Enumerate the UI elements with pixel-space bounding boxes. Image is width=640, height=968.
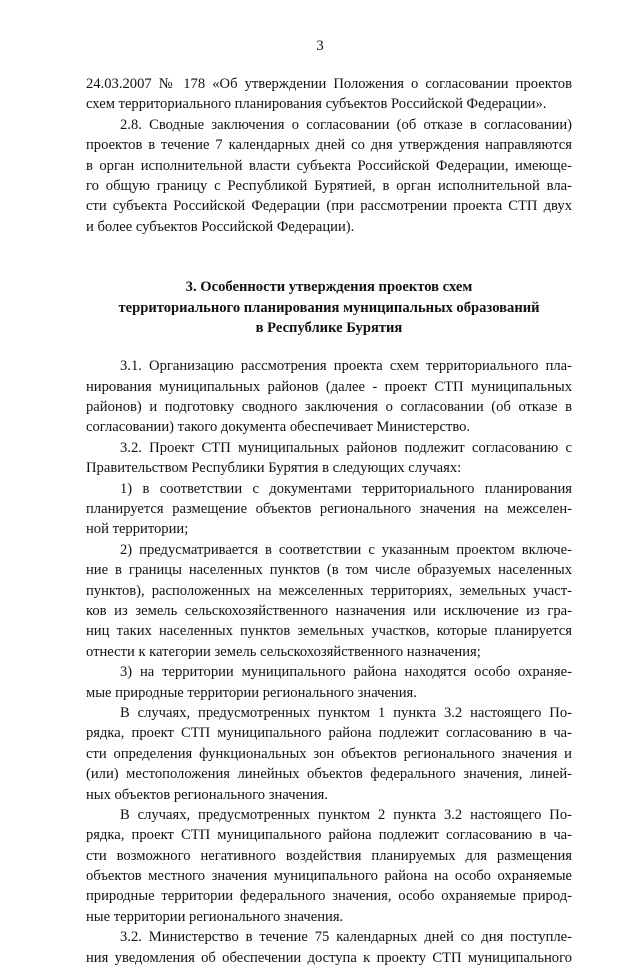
spacer [86, 338, 572, 356]
text-line: мые природные территории регионального значения. [86, 684, 417, 701]
text-line: в орган исполнительной власти субъекта Российской Федерации, имеюще- [86, 157, 572, 174]
text-line: 2.8. Сводные заключения о согласовании (об отказе в согласовании) [120, 116, 572, 133]
page-number: 3 [316, 38, 324, 54]
text-line: ния уведомления об обеспечении доступа к проекту СТП муниципального [86, 949, 572, 966]
text-line: объектов местного значения муниципального района на особо охраняемые [86, 868, 572, 885]
text-line: ных объектов регионального значения. [86, 786, 329, 803]
text-line: 3.2. Министерство в течение 75 календарных дней со дня поступле- [120, 929, 572, 946]
text-line: районов) и подготовку сводного заключения о согласовании (об отказе в [86, 399, 572, 416]
heading-line: в Республике Бурятия [255, 319, 403, 336]
text-line: согласовании) такого документа обеспечивает Министерство. [86, 419, 471, 436]
text-line: рядка, проект СТП муниципального района подлежит согласованию в ча- [86, 827, 572, 844]
text-line: 3.2. Проект СТП муниципальных районов подлежит согласованию с [120, 439, 572, 456]
text-line: отнести к категории земель сельскохозяйственного назначения; [86, 643, 481, 660]
text-line: ной территории; [86, 521, 189, 538]
heading-line: 3. Особенности утверждения проектов схем [185, 279, 473, 296]
heading-line: территориального планирования муниципальных образований [118, 299, 540, 316]
text-line: 1) в соответствии с документами территориального планирования [120, 480, 572, 497]
text-line: сти определения функциональных зон объектов регионального значения и [86, 745, 572, 762]
text-line: В случаях, предусмотренных пунктом 1 пункта 3.2 настоящего По- [120, 704, 572, 721]
text-line: сти возможного негативного воздействия планируемых для размещения [86, 847, 572, 864]
text-line: 24.03.2007 № 178 «Об утверждении Положения о согласовании проектов [86, 76, 572, 92]
text-line: проектов в течение 7 календарных дней со дня утверждения направляются [86, 137, 572, 154]
text-line: В случаях, предусмотренных пунктом 2 пункта 3.2 настоящего По- [120, 806, 572, 823]
text-line: сти субъекта Российской Федерации (при рассмотрении проекта СТП двух [86, 198, 572, 215]
text-line: (или) местоположения линейных объектов федерального значения, линей- [86, 766, 572, 783]
text-line: схем территориального планирования субъектов Российской Федерации». [86, 96, 547, 113]
text-line: ние в границы населенных пунктов (в том числе образуемых населенных [86, 562, 572, 579]
spacer [86, 237, 572, 277]
paragraph-block-main [86, 356, 572, 968]
text-line: пунктов), расположенных на межселенных территориях, земельных участ- [86, 582, 572, 599]
text-line: 3.1. Организацию рассмотрения проекта схем территориального пла- [120, 358, 572, 375]
text-line: природные территории федерального значения, особо охраняемые природ- [86, 888, 572, 905]
text-line: и более субъектов Российской Федерации). [86, 218, 355, 235]
paragraph-block-top [86, 74, 572, 237]
text-line: рядка, проект СТП муниципального района подлежит согласованию в ча- [86, 725, 572, 742]
text-line: планируется размещение объектов регионального значения на межселен- [86, 501, 572, 518]
text-line: ниц таких населенных пунктов земельных участков, которые планируется [86, 623, 572, 640]
text-line: го общую границу с Республикой Бурятией, в орган исполнительной вла- [86, 177, 572, 194]
text-line: 3) на территории муниципального района находятся особо охраняе- [120, 664, 572, 681]
text-line: нирования муниципальных районов (далее - проект СТП муниципальных [86, 378, 572, 395]
text-line: ков из земель сельскохозяйственного назначения или исключение из гра- [86, 602, 572, 619]
section-heading [86, 277, 572, 338]
text-line: 2) предусматривается в соответствии с указанным проектом включе- [120, 541, 572, 558]
text-line: ные территории регионального значения. [86, 908, 344, 925]
text-line: Правительством Республики Бурятия в следующих случаях: [86, 460, 462, 477]
document-body [86, 74, 572, 968]
